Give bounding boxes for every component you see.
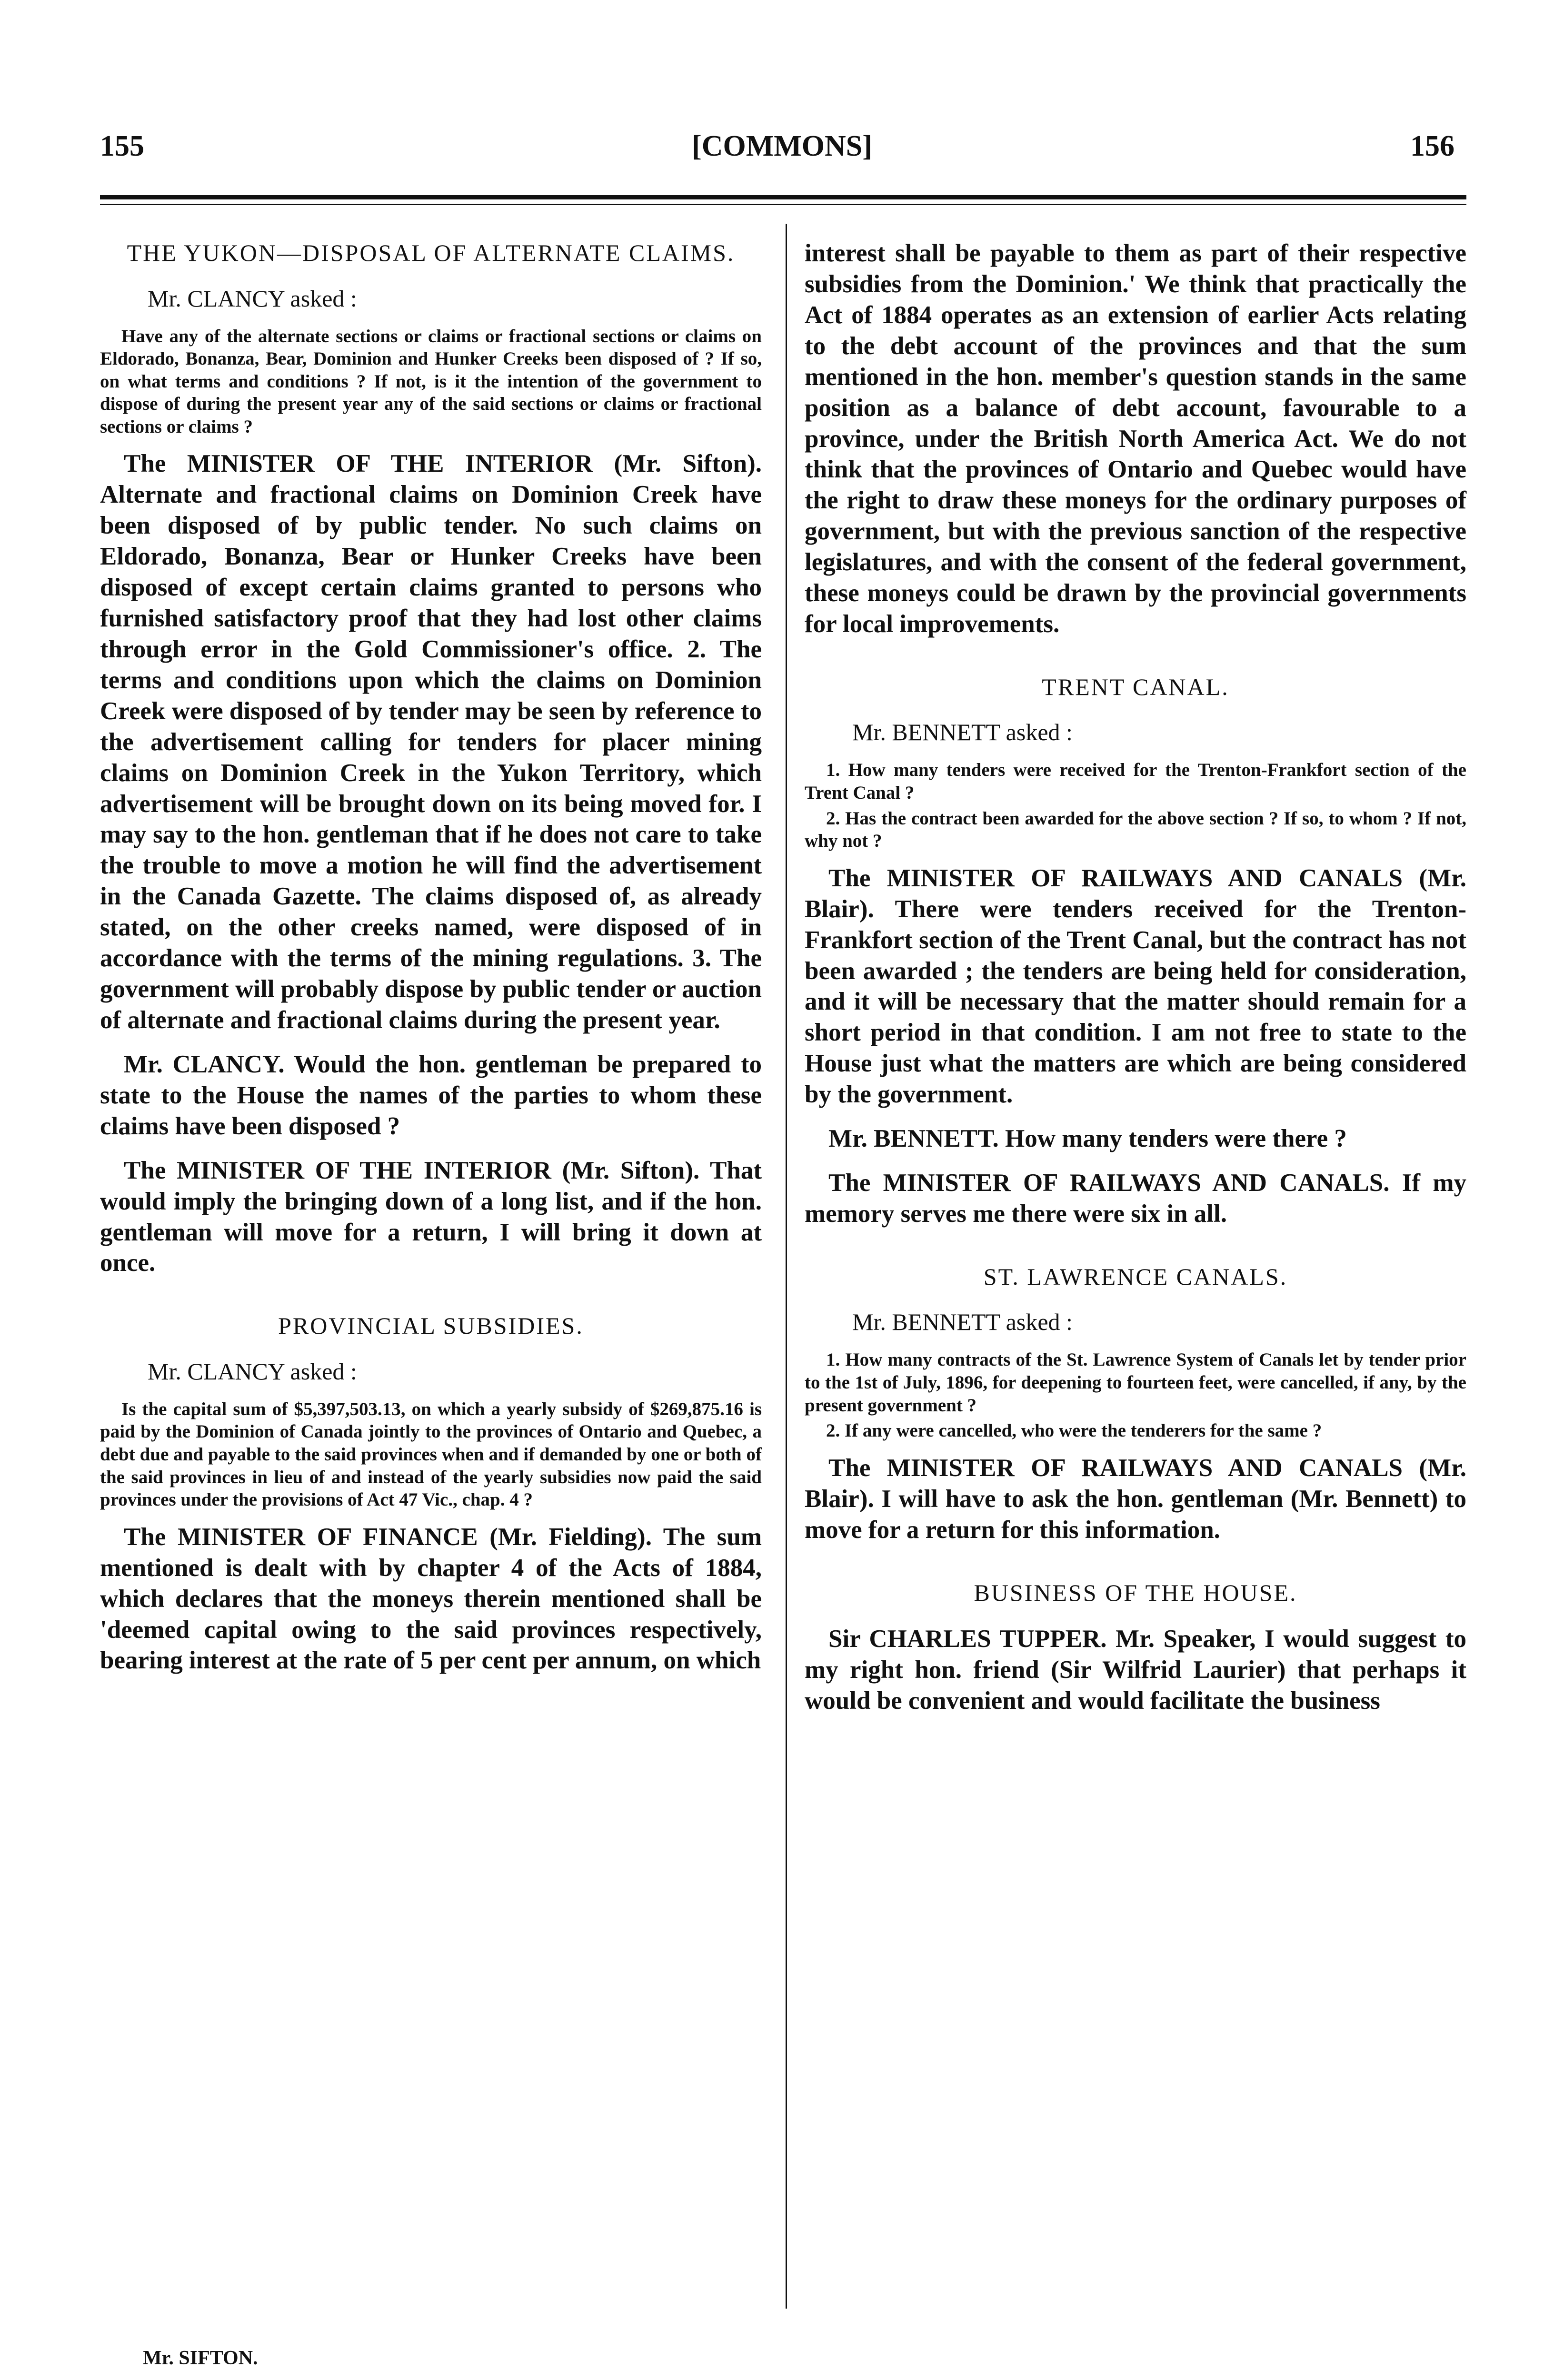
asked-line: Mr. BENNETT asked : (852, 1309, 1073, 1336)
asked-line: Mr. CLANCY asked : (148, 285, 357, 312)
answer-paragraph: The MINISTER OF FINANCE (Mr. Fielding). The sum mentioned is dealt with by chapter 4 of the Acts of 1884, which declares that the moneys therein mentioned shall be 'deemed capital owing to the said provinces respectively, bearing interest at the rate of 5 per cent per annum, on which (100, 1523, 762, 1675)
column-divider (786, 224, 787, 2309)
question-text: 2. Has the contract been awarded for the above section ? If so, to whom ? If not, why not ? (805, 808, 1466, 852)
answer-paragraph: The MINISTER OF RAILWAYS AND CANALS. If my memory serves me there were six in all. (805, 1169, 1466, 1228)
page-number-left: 155 (100, 130, 144, 162)
question-text: 1. How many contracts of the St. Lawrence System of Canals let by tender prior to the 1st of July, 1896, for deepening to fourteen feet, were cancelled, if any, by the present government ? (805, 1349, 1466, 1416)
right-column (805, 238, 1466, 1730)
left-column (100, 238, 762, 1689)
page-number-right: 156 (1410, 130, 1454, 162)
section-title-provincial-subsidies: PROVINCIAL SUBSIDIES. (278, 1312, 584, 1339)
paragraph: Mr. BENNETT. How many tenders were there ? (828, 1125, 1347, 1153)
section-title-business-of-the-house: BUSINESS OF THE HOUSE. (974, 1579, 1297, 1606)
asked-line: Mr. BENNETT asked : (852, 719, 1073, 746)
question-text: 2. If any were cancelled, who were the tenderers for the same ? (826, 1420, 1322, 1441)
header-rule-thin (100, 204, 1466, 205)
footer-catchword: Mr. SIFTON. (143, 2347, 258, 2369)
answer-paragraph: The MINISTER OF RAILWAYS AND CANALS (Mr. Blair). There were tenders received for the Trenton-Frankfort section of the Trent Canal, but the contract has not been awarded ; the tenders are being held for consideration, and it will be necessary that the matter should remain for a short period in that condition. I am not free to state to the House just what the matters are which are being considered by the government. (805, 864, 1466, 1109)
running-head: [COMMONS] (692, 130, 872, 162)
answer-paragraph: The MINISTER OF THE INTERIOR (Mr. Sifton). Alternate and fractional claims on Dominion Creek have been disposed of by public tender. No such claims on Eldorado, Bonanza, Bear or Hunker Creeks have been disposed of except certain claims granted to persons who furnished satisfactory proof that they had lost other claims through error in the Gold Commissioner's office. 2. The terms and conditions upon which the claims on Dominion Creek were disposed of by tender may be seen by reference to the advertisement calling for tenders for placer mining claims on Dominion Creek in the Yukon Territory, which advertisement will be brought down on its being moved for. I may say to the hon. gentleman that if he does not care to take the trouble to move a motion he will find the advertisement in the Canada Gazette. The claims disposed of, as already stated, on the other creeks named, were disposed of in accordance with the terms of the mining regulations. 3. The government will probably dispose by public tender or auction of alternate and fractional claims during the present year. (100, 450, 762, 1034)
paragraph: Mr. CLANCY. Would the hon. gentleman be prepared to state to the House the names of the parties to whom these claims have been disposed ? (100, 1050, 762, 1140)
header-rule-thick (100, 195, 1466, 199)
asked-line: Mr. CLANCY asked : (148, 1358, 357, 1385)
section-title-st-lawrence-canals: ST. LAWRENCE CANALS. (983, 1263, 1288, 1290)
question-text: 1. How many tenders were received for the Trenton-Frankfort section of the Trent Canal ? (805, 760, 1466, 803)
answer-paragraph: The MINISTER OF RAILWAYS AND CANALS (Mr. Blair). I will have to ask the hon. gentleman (Mr. Bennett) to move for a return for this information. (805, 1454, 1466, 1544)
question-text: Have any of the alternate sections or claims or fractional sections or claims on Eldorado, Bonanza, Bear, Dominion and Hunker Creeks been disposed of ? If so, on what terms and conditions ? If not, is it the intention of the government to dispose of during the present year any of the said sections or claims or fractional sections or claims ? (100, 326, 762, 437)
continued-paragraph: interest shall be payable to them as part of their respective subsidies from the Dominion.' We think that practically the Act of 1884 operates as an extension of earlier Acts relating to the debt account of the provinces and that the sum mentioned in the hon. member's question stands in the same position as a balance of debt account, favourable to a province, under the British North America Act. We do not think that the provinces of Ontario and Quebec would have the right to draw these moneys for the ordinary purposes of government, but with the previous sanction of the respective legislatures, and with the consent of the federal government, these moneys could be drawn by the provincial governments for local improvements. (805, 239, 1466, 638)
answer-paragraph: The MINISTER OF THE INTERIOR (Mr. Sifton). That would imply the bringing down of a long list, and if the hon. gentleman will move for a return, I will bring it down at once. (100, 1156, 762, 1277)
question-text: Is the capital sum of $5,397,503.13, on which a yearly subsidy of $269,875.16 is paid by the Dominion of Canada jointly to the provinces of Ontario and Quebec, a debt due and payable to the said provinces when and if demanded by one or both of the said provinces in lieu of and instead of the yearly subsidies now paid the said provinces under the provisions of Act 47 Vic., chap. 4 ? (100, 1398, 762, 1510)
paragraph: Sir CHARLES TUPPER. Mr. Speaker, I would suggest to my right hon. friend (Sir Wilfrid Laurier) that perhaps it would be convenient and would facilitate the business (805, 1625, 1466, 1715)
section-title-trent-canal: TRENT CANAL. (1042, 673, 1229, 700)
section-title-yukon: THE YUKON—DISPOSAL OF ALTERNATE CLAIMS. (127, 239, 735, 266)
